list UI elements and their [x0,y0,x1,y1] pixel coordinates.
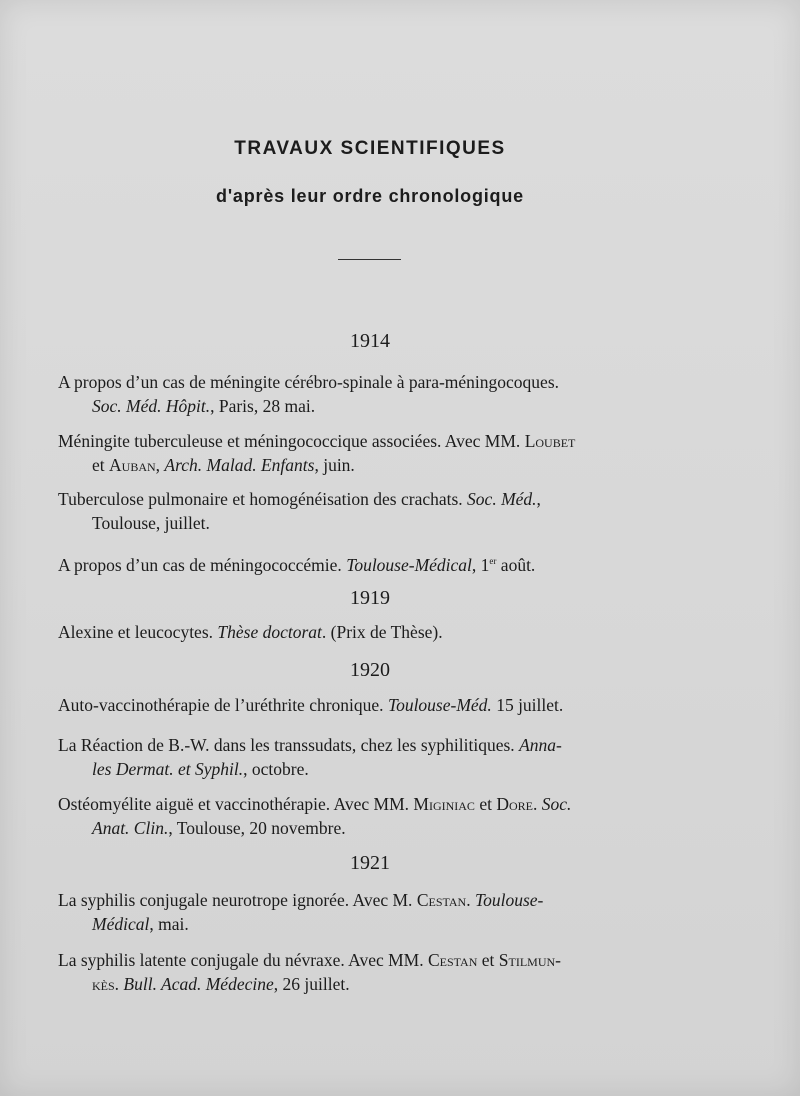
entry-text: . (Prix de Thèse). [321,622,443,642]
page-subtitle: d'après leur ordre chronologique [216,186,524,206]
publication-name: Anat. Clin. [92,818,169,838]
bibliography-entry [58,888,708,936]
entry-text: août. [496,555,536,575]
page-title: TRAVAUX SCIENTIFIQUES [234,138,506,159]
entry-line [58,511,708,535]
bibliography-entry [58,948,708,996]
ordinal-suffix: er [489,556,497,566]
entry-text: Toulouse, juillet. [92,513,210,533]
bibliography-entry [58,429,708,477]
author-name: Auban [109,455,156,475]
entry-text: Méningite tuberculeuse et méningococcique associées. Avec MM. [58,431,525,451]
entry-text: , [155,455,165,475]
entry-text: , 1 [471,555,490,575]
bibliography-entry [58,620,708,644]
year-heading-1914: 1914 [350,330,390,352]
entry-text: et [92,455,110,475]
year-heading-1919: 1919 [350,587,390,609]
publication-name: Thèse doctorat [217,622,322,642]
entry-text: La syphilis conjugale neurotrope ignorée. Avec M. [58,890,417,910]
entry-text: . [114,974,124,994]
entry-line [58,549,708,577]
entry-text: , mai. [149,914,189,934]
year-heading-1921: 1921 [350,852,390,874]
entry-text: 15 juillet. [491,695,564,715]
publication-name: Toulouse-Méd. [387,695,492,715]
bibliography-entry [58,370,708,418]
publication-name: Soc. Méd. [467,489,537,509]
author-name: Loubet [524,431,576,451]
author-name: Dore [496,794,533,814]
entry-line [58,429,708,453]
entry-text: Ostéomyélite aiguë et vaccinothérapie. Avec MM. [58,794,414,814]
entry-text: , juin. [314,455,355,475]
publication-name: Toulouse- [474,890,544,910]
entry-text: . [532,794,542,814]
entry-line [58,620,708,644]
publication-name: Soc. Méd. Hôpit. [92,396,211,416]
entry-line [58,792,708,816]
publication-name: Toulouse-Médical [346,555,472,575]
year-heading-1920: 1920 [350,659,390,681]
author-name: Cestan [428,950,478,970]
entry-text: , Paris, 28 mai. [210,396,316,416]
entry-line [58,816,708,840]
entry-text: La syphilis latente conjugale du névraxe. Avec MM. [58,950,428,970]
entry-line [58,693,708,717]
bibliography-entry [58,792,708,840]
entry-text: , Toulouse, 20 novembre. [168,818,346,838]
author-name: kès [92,974,115,994]
entry-text: A propos d’un cas de méningite cérébro-spinale à para-méningocoques. [58,372,560,392]
entry-line [58,487,708,511]
entry-line [58,912,708,936]
entry-text: , octobre. [243,759,309,779]
entry-text: Alexine et leucocytes. [58,622,218,642]
author-name: Stilmun- [498,950,561,970]
entry-line [58,733,708,757]
separator-rule [338,259,401,260]
entry-line [58,394,708,418]
author-name: Miginiac [413,794,475,814]
entry-text: et [477,950,499,970]
bibliography-entry [58,549,708,577]
entry-line [58,972,708,996]
entry-text: et [474,794,497,814]
entry-text: . [466,890,475,910]
publication-name: Anna- [519,735,562,755]
bibliography-entry [58,733,708,781]
entry-line [58,888,708,912]
entry-text: Auto-vaccinothérapie de l’uréthrite chronique. [58,695,388,715]
entry-text: Tuberculose pulmonaire et homogénéisation des crachats. [58,489,468,509]
bibliography-entry [58,693,708,717]
entry-line [58,757,708,781]
author-name: Cestan [416,890,467,910]
entry-line [58,453,708,477]
bibliography-entry [58,487,708,535]
entry-text: , [536,489,541,509]
publication-name: Soc. [541,794,572,814]
entry-text: A propos d’un cas de méningococcémie. [58,555,347,575]
publication-name: Arch. Malad. Enfants [164,455,315,475]
entry-line [58,948,708,972]
publication-name: Bull. Acad. Médecine [123,974,274,994]
entry-line [58,370,708,394]
publication-name: Médical [92,914,150,934]
entry-text: La Réaction de B.-W. dans les transsudats, chez les syphilitiques. [58,735,520,755]
entry-text: , 26 juillet. [273,974,350,994]
publication-name: les Dermat. et Syphil. [92,759,244,779]
